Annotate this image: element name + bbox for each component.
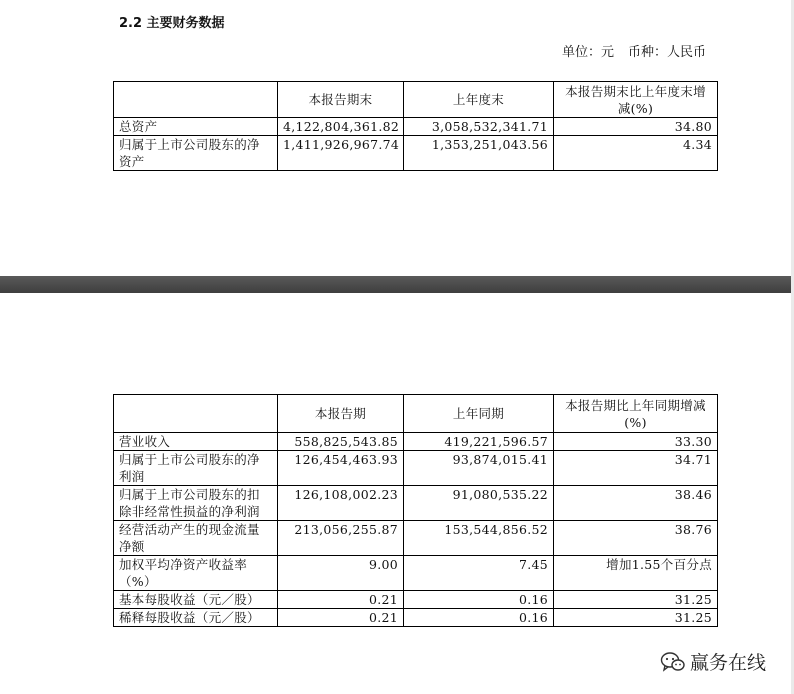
value-current: 4,122,804,361.82 — [278, 118, 404, 136]
header-cell-empty — [114, 82, 278, 118]
value-change: 34.80 — [554, 118, 718, 136]
value-previous: 3,058,532,341.71 — [404, 118, 554, 136]
value-previous: 0.16 — [404, 609, 554, 627]
header-cell-previous: 上年同期 — [404, 395, 554, 433]
header-cell-change: 本报告期末比上年度末增减(%) — [554, 82, 718, 118]
currency-label: 币种：人民币 — [627, 45, 706, 60]
header-cell-previous: 上年度末 — [404, 82, 554, 118]
value-previous: 0.16 — [404, 591, 554, 609]
row-label: 归属于上市公司股东的净资产 — [114, 136, 278, 171]
value-change: 4.34 — [554, 136, 718, 171]
value-previous: 91,080,535.22 — [404, 486, 554, 521]
unit-line — [548, 41, 706, 60]
header-cell-empty — [114, 395, 278, 433]
row-label: 加权平均净资产收益率（%） — [114, 556, 278, 591]
table-row — [114, 591, 718, 609]
value-previous: 419,221,596.57 — [404, 433, 554, 451]
value-previous: 153,544,856.52 — [404, 521, 554, 556]
total-assets-table — [113, 81, 718, 171]
table-row — [114, 451, 718, 486]
row-label: 总资产 — [114, 118, 278, 136]
value-previous: 7.45 — [404, 556, 554, 591]
value-current: 0.21 — [278, 609, 404, 627]
value-current: 0.21 — [278, 591, 404, 609]
value-current: 9.00 — [278, 556, 404, 591]
value-previous: 93,874,015.41 — [404, 451, 554, 486]
table-row — [114, 609, 718, 627]
table-header-row — [114, 82, 718, 118]
income-table — [113, 394, 718, 627]
value-change: 33.30 — [554, 433, 718, 451]
table-row — [114, 433, 718, 451]
value-current: 213,056,255.87 — [278, 521, 404, 556]
table-row — [114, 118, 718, 136]
table-row — [114, 486, 718, 521]
row-label: 基本每股收益（元／股） — [114, 591, 278, 609]
header-cell-current: 本报告期 — [278, 395, 404, 433]
watermark-text: 赢务在线 — [690, 652, 767, 674]
page-separator — [0, 276, 794, 293]
unit-label: 单位：元 — [561, 45, 614, 60]
row-label: 稀释每股收益（元／股） — [114, 609, 278, 627]
value-change: 34.71 — [554, 451, 718, 486]
value-previous: 1,353,251,043.56 — [404, 136, 554, 171]
table-row — [114, 136, 718, 171]
header-cell-current: 本报告期末 — [278, 82, 404, 118]
watermark — [660, 648, 766, 675]
table-row — [114, 556, 718, 591]
header-cell-change: 本报告期比上年同期增减(%) — [554, 395, 718, 433]
table-row — [114, 521, 718, 556]
value-current: 126,454,463.93 — [278, 451, 404, 486]
wechat-icon — [660, 651, 686, 673]
row-label: 营业收入 — [114, 433, 278, 451]
value-change: 31.25 — [554, 591, 718, 609]
row-label: 归属于上市公司股东的扣除非经常性损益的净利润 — [114, 486, 278, 521]
value-current: 1,411,926,967.74 — [278, 136, 404, 171]
value-change: 增加1.55个百分点 — [554, 556, 718, 591]
row-label: 经营活动产生的现金流量净额 — [114, 521, 278, 556]
table-header-row — [114, 395, 718, 433]
value-current: 126,108,002.23 — [278, 486, 404, 521]
value-change: 38.46 — [554, 486, 718, 521]
row-label: 归属于上市公司股东的净利润 — [114, 451, 278, 486]
value-current: 558,825,543.85 — [278, 433, 404, 451]
section-title: 2.2 主要财务数据 — [119, 16, 225, 31]
value-change: 31.25 — [554, 609, 718, 627]
value-change: 38.76 — [554, 521, 718, 556]
